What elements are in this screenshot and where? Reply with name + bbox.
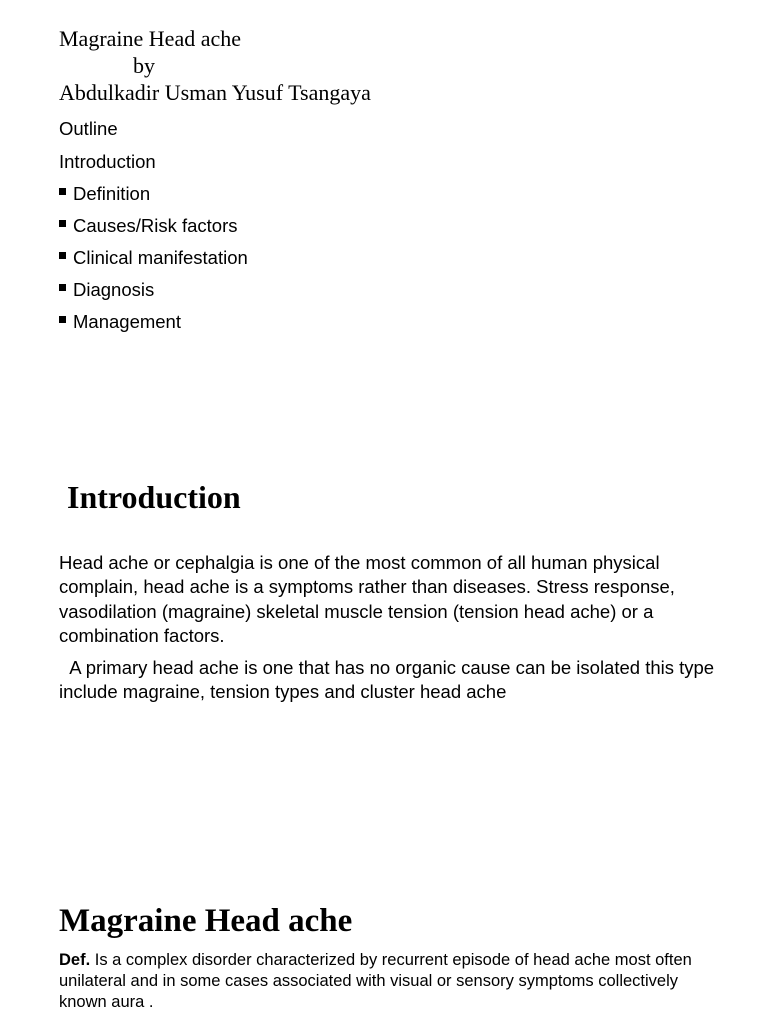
section-heading-introduction: Introduction xyxy=(67,479,241,515)
list-item-label: Clinical manifestation xyxy=(73,247,248,268)
bullet-square-icon xyxy=(59,316,66,323)
cut-off-text-line xyxy=(59,1014,699,1024)
author-name: Abdulkadir Usman Yusuf Tsangaya xyxy=(59,80,371,105)
bullet-square-icon xyxy=(59,220,66,227)
list-item xyxy=(59,279,154,301)
outline-intro: Introduction xyxy=(59,151,156,172)
cut-off-text-fragment xyxy=(59,1016,699,1024)
definition-label: Def. xyxy=(59,951,91,969)
list-item-label: Definition xyxy=(73,183,151,204)
list-item xyxy=(59,247,248,269)
list-item xyxy=(59,311,181,333)
bullet-square-icon xyxy=(59,252,66,259)
list-item-label: Causes/Risk factors xyxy=(73,215,238,236)
document-title: Magraine Head ache xyxy=(59,26,242,51)
list-item-label: Management xyxy=(73,311,181,332)
list-item xyxy=(59,183,150,205)
definition-paragraph xyxy=(59,950,719,1013)
intro-paragraph-2: A primary head ache is one that has no organic cause can be isolated this type include magraine, tension types and cluster head ache xyxy=(59,657,720,703)
definition-text: Is a complex disorder characterized by recurrent episode of head ache most often unilateral and in some cases associated with visual or sensory symptoms collectively known aura . xyxy=(59,951,692,1011)
intro-paragraph-1: Head ache or cephalgia is one of the most common of all human physical complain, head ache is a symptoms rather than diseases. Stress response, vasodilation (magraine) skeletal muscle tension (tension head ache) or a combination factors. xyxy=(59,552,675,646)
outline-label: Outline xyxy=(59,118,118,139)
bullet-square-icon xyxy=(59,284,66,291)
list-item-label: Diagnosis xyxy=(73,279,155,300)
bullet-square-icon xyxy=(59,188,66,195)
section-heading-migraine: Magraine Head ache xyxy=(59,903,353,939)
by-line: by xyxy=(133,53,155,78)
list-item xyxy=(59,215,238,237)
